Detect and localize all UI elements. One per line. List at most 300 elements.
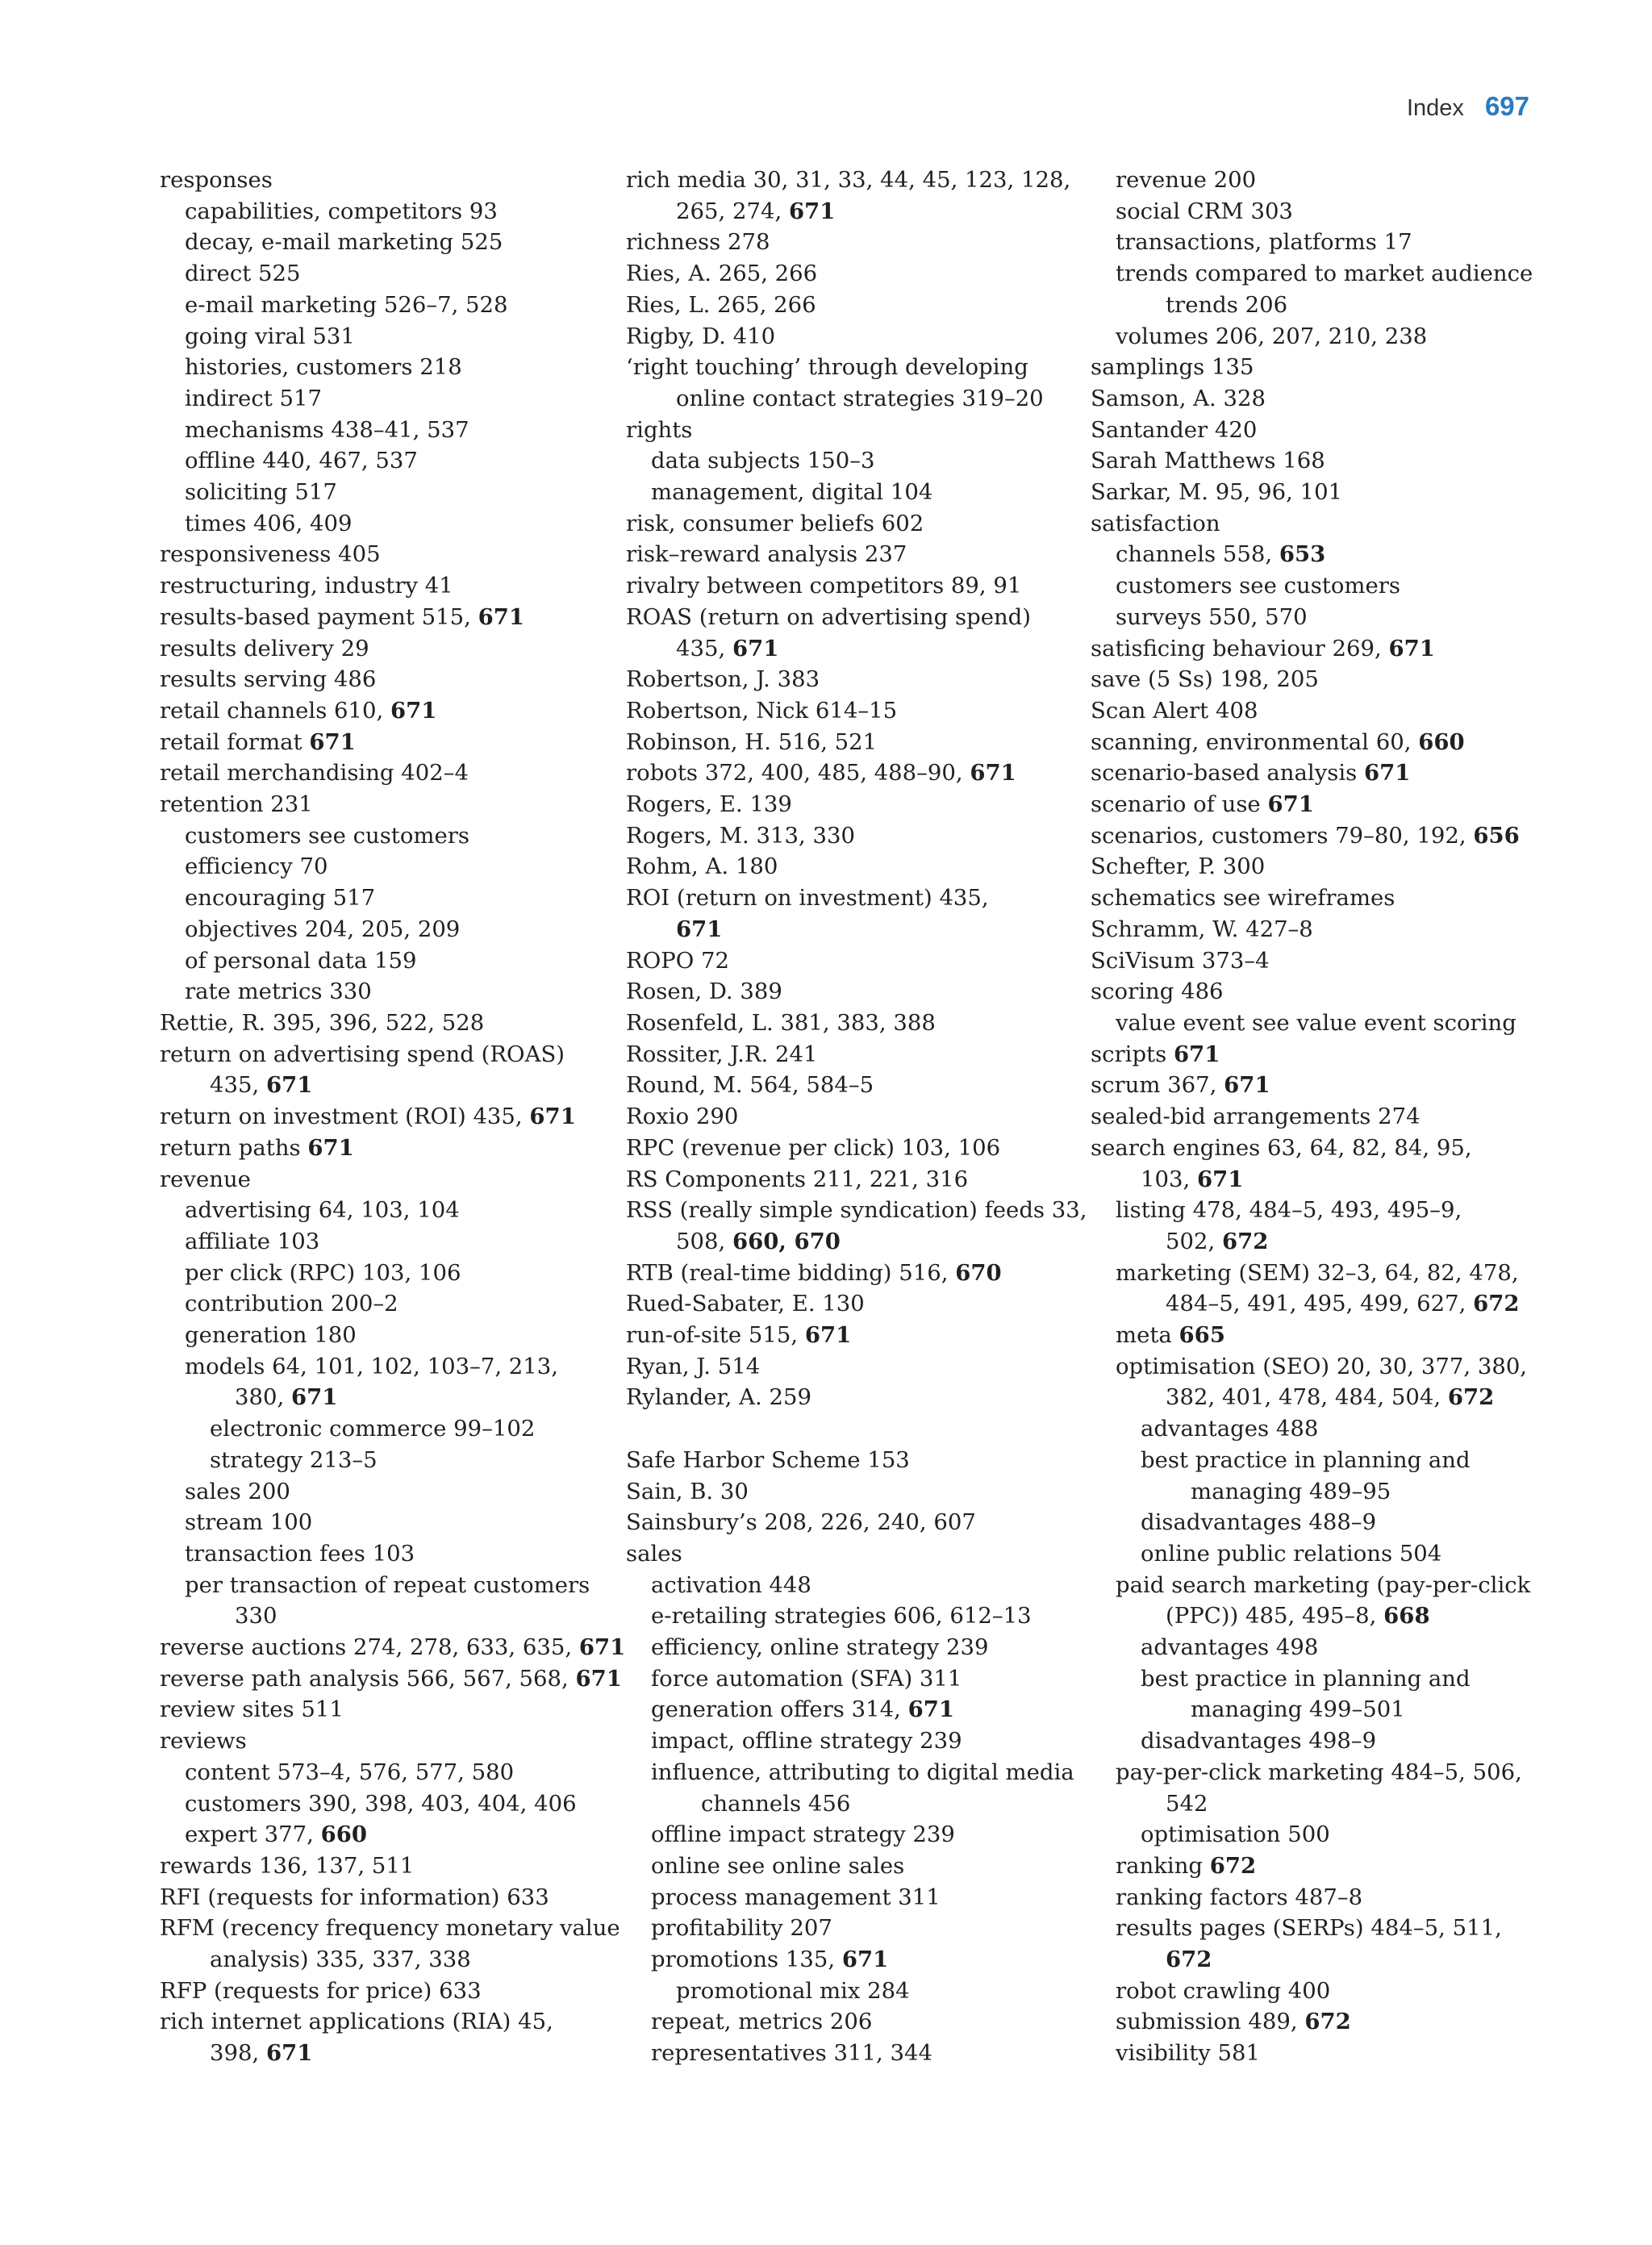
entry-text: scripts: [1091, 1041, 1174, 1067]
index-entry: [626, 1351, 1078, 1383]
entry-text: surveys 550, 570: [1116, 603, 1308, 630]
entry-text: risk–reward analysis 237: [626, 541, 907, 568]
index-entry: [1091, 1351, 1550, 1383]
index-entry: [1091, 945, 1550, 977]
index-entry: [626, 1944, 1078, 1976]
index-entry: [160, 508, 611, 540]
entry-text: satisfaction: [1091, 510, 1220, 536]
entry-text: results delivery 29: [160, 635, 369, 661]
entry-text: rivalry between competitors 89, 91: [626, 573, 1022, 599]
entry-text: Rogers, E. 139: [626, 791, 792, 818]
index-entry: [626, 570, 1078, 602]
index-entry: [160, 1788, 611, 1820]
page-ref-primary: 672: [1447, 1384, 1495, 1411]
entry-text: scoring 486: [1091, 979, 1224, 1005]
entry-text: search engines 63, 64, 82, 84, 95,: [1091, 1134, 1472, 1161]
entry-text: reverse auctions 274, 278, 633, 635,: [160, 1634, 579, 1661]
entry-text: social CRM 303: [1116, 198, 1293, 224]
index-entry: [160, 415, 611, 446]
index-entry: [1091, 1445, 1550, 1476]
entry-text: e-retailing strategies 606, 612–13: [651, 1603, 1032, 1630]
index-entry: [626, 1725, 1078, 1757]
index-entry: [1091, 1819, 1550, 1851]
index-entry: [1091, 196, 1550, 227]
index-entry: [626, 508, 1078, 540]
page-header: [1407, 91, 1529, 131]
index-entry: [626, 165, 1078, 196]
index-entry-continuation: [160, 1070, 611, 1101]
index-entry: [160, 321, 611, 353]
index-entry: [1091, 789, 1550, 820]
entry-text: 380,: [235, 1384, 291, 1411]
entry-text: retail channels 610,: [160, 697, 391, 724]
index-entry: [626, 477, 1078, 508]
index-entry: [626, 1288, 1078, 1320]
index-entry: [626, 1476, 1078, 1508]
index-entry: [1091, 477, 1550, 508]
entry-text: offline impact strategy 239: [651, 1821, 955, 1848]
index-entry: [160, 352, 611, 383]
entry-text: revenue 200: [1116, 167, 1257, 193]
entry-text: rich internet applications (RIA) 45,: [160, 2009, 553, 2035]
entry-text: Safe Harbor Scheme 153: [626, 1446, 910, 1473]
entry-text: best practice in planning and: [1141, 1665, 1471, 1692]
index-entry: [626, 1913, 1078, 1944]
entry-text: Sainsbury’s 208, 226, 240, 607: [626, 1509, 976, 1536]
index-entry: [160, 1663, 622, 1695]
entry-text: direct 525: [185, 261, 301, 287]
index-entry: [1091, 914, 1550, 945]
entry-text: Robertson, J. 383: [626, 666, 820, 693]
index-entry: [160, 1101, 611, 1133]
section-gap: [626, 1413, 1078, 1445]
page-ref-primary: 671: [1224, 1072, 1270, 1099]
entry-text: 382, 401, 478, 484, 504,: [1166, 1384, 1448, 1411]
index-entry: [1091, 1070, 1550, 1101]
index-entry: [1091, 695, 1550, 727]
entry-text: objectives 204, 205, 209: [185, 916, 461, 942]
index-entry: [160, 290, 611, 321]
index-entry: [1091, 415, 1550, 446]
index-entry-continuation: [160, 1944, 611, 1976]
index-entry: [626, 1976, 1078, 2007]
entry-text: Santander 420: [1091, 416, 1258, 443]
page-ref-primary: 672: [1221, 1228, 1269, 1254]
index-entry: [1091, 1258, 1550, 1289]
index-entry-continuation: [626, 914, 1078, 945]
entry-text: rewards 136, 137, 511: [160, 1852, 415, 1879]
index-entry: [160, 1632, 626, 1663]
index-entry: [626, 664, 1078, 695]
entry-text: profitability 207: [651, 1915, 832, 1942]
entry-text: save (5 Ss) 198, 205: [1091, 666, 1319, 693]
entry-text: content 573–4, 576, 577, 580: [185, 1759, 515, 1785]
index-entry: [1091, 1663, 1550, 1695]
entry-text: sales: [626, 1540, 682, 1567]
entry-text: RFI (requests for information) 633: [160, 1884, 549, 1910]
entry-text: Sain, B. 30: [626, 1478, 749, 1504]
entry-text: advantages 498: [1141, 1634, 1319, 1661]
entry-text: run-of-site 515,: [626, 1322, 805, 1349]
index-entry: [626, 2006, 1078, 2038]
entry-text: sales 200: [185, 1478, 290, 1504]
page-ref-primary: 671: [578, 1634, 626, 1661]
entry-text: of personal data 159: [185, 947, 417, 974]
entry-text: results serving 486: [160, 666, 377, 693]
page-ref-primary: 671: [529, 1104, 576, 1130]
index-entry: [626, 1320, 1078, 1351]
index-entry: [1091, 1039, 1550, 1070]
index-entry: [1091, 1632, 1550, 1663]
entry-text: Samson, A. 328: [1091, 385, 1266, 411]
entry-text: mechanisms 438–41, 537: [185, 416, 469, 443]
entry-text: Rosenfeld, L. 381, 383, 388: [626, 1009, 936, 1036]
entry-text: indirect 517: [185, 385, 323, 411]
index-entry: [160, 258, 611, 290]
entry-text: capabilities, competitors 93: [185, 198, 498, 224]
index-entry: [1091, 1851, 1550, 1882]
entry-text: (PPC)) 485, 495–8,: [1166, 1603, 1384, 1630]
page-ref-primary: 660: [320, 1821, 367, 1848]
entry-text: RS Components 211, 221, 316: [626, 1166, 969, 1192]
entry-text: Rettie, R. 395, 396, 522, 528: [160, 1009, 485, 1036]
entry-text: Ries, L. 265, 266: [626, 291, 816, 318]
index-entry: [1091, 2006, 1550, 2038]
index-entry-continuation: [626, 383, 1078, 415]
entry-text: 435,: [210, 1072, 266, 1099]
entry-text: Rosen, D. 389: [626, 979, 782, 1005]
entry-text: samplings 135: [1091, 354, 1254, 381]
index-entry: [160, 1164, 611, 1196]
entry-text: ‘right touching’ through developing: [626, 354, 1028, 381]
index-entry: [160, 1351, 611, 1383]
index-entry: [626, 1600, 1078, 1632]
index-entry-continuation: [626, 1226, 1078, 1258]
entry-text: generation offers 314,: [651, 1696, 908, 1723]
page-ref-primary: 668: [1383, 1603, 1430, 1630]
entry-text: scenario of use: [1091, 791, 1268, 818]
entry-text: stream 100: [185, 1509, 313, 1536]
index-entry: [626, 1195, 1087, 1226]
index-entry: [160, 633, 611, 665]
entry-text: responses: [160, 167, 273, 193]
entry-text: scrum 367,: [1091, 1072, 1224, 1099]
index-entry: [626, 2038, 1078, 2069]
entry-text: satisficing behaviour 269,: [1091, 635, 1389, 661]
index-entry: [160, 820, 611, 852]
index-entry: [626, 1694, 1078, 1725]
index-entry-continuation: [1091, 1694, 1550, 1725]
entry-text: rights: [626, 416, 693, 443]
index-entry: [1091, 258, 1550, 290]
entry-text: histories, customers 218: [185, 354, 462, 381]
index-entry: [160, 165, 611, 196]
entry-text: Schefter, P. 300: [1091, 853, 1266, 880]
index-entry: [160, 1694, 611, 1725]
page-ref-primary: 670: [955, 1259, 1002, 1286]
index-entry: [626, 1008, 1078, 1039]
entry-text: 484–5, 491, 495, 499, 627,: [1166, 1291, 1474, 1317]
entry-text: affiliate 103: [185, 1228, 320, 1254]
entry-text: ranking: [1116, 1852, 1210, 1879]
entry-text: RTB (real-time bidding) 516,: [626, 1259, 956, 1286]
entry-text: RFP (requests for price) 633: [160, 1977, 482, 2004]
entry-text: restructuring, industry 41: [160, 573, 453, 599]
entry-text: retail format: [160, 728, 310, 755]
index-entry: [160, 1757, 611, 1788]
entry-text: volumes 206, 207, 210, 238: [1116, 323, 1428, 349]
entry-text: visibility 581: [1116, 2040, 1261, 2067]
index-entry: [1091, 602, 1550, 633]
page-ref-primary: 672: [1166, 1947, 1212, 1973]
entry-text: robot crawling 400: [1116, 1977, 1331, 2004]
index-column-3: [1091, 165, 1550, 2069]
page-ref-primary: 656: [1473, 822, 1520, 849]
page-ref-primary: 671: [290, 1384, 338, 1411]
entry-text: management, digital 104: [651, 479, 933, 506]
page-ref-primary: 660, 670: [732, 1228, 841, 1254]
index-entry-continuation: [1091, 1288, 1550, 1320]
index-entry-continuation: [1091, 1788, 1550, 1820]
index-entry: [160, 851, 611, 883]
entry-text: scanning, environmental 60,: [1091, 728, 1419, 755]
entry-text: 542: [1166, 1790, 1208, 1817]
entry-text: data subjects 150–3: [651, 448, 875, 474]
entry-text: encouraging 517: [185, 885, 376, 912]
index-entry: [626, 539, 1078, 570]
entry-text: sealed-bid arrangements 274: [1091, 1104, 1420, 1130]
index-entry: [1091, 883, 1550, 914]
index-entry: [1091, 1725, 1550, 1757]
index-entry: [626, 820, 1078, 852]
index-entry: [626, 258, 1078, 290]
page-ref-primary: 665: [1179, 1322, 1225, 1349]
entry-text: rate metrics 330: [185, 979, 372, 1005]
entry-text: marketing (SEM) 32–3, 64, 82, 478,: [1116, 1259, 1519, 1286]
page-ref-primary: 653: [1279, 541, 1326, 568]
entry-text: return on investment (ROI) 435,: [160, 1104, 530, 1130]
index-entry: [160, 1133, 611, 1164]
index-entry: [160, 1008, 611, 1039]
index-entry: [1091, 1101, 1550, 1133]
entry-text: SciVisum 373–4: [1091, 947, 1270, 974]
entry-text: generation 180: [185, 1322, 357, 1349]
index-entry: [160, 1507, 611, 1538]
entry-text: Round, M. 564, 584–5: [626, 1072, 874, 1099]
entry-text: scenarios, customers 79–80, 192,: [1091, 822, 1474, 849]
entry-text: 502,: [1166, 1228, 1222, 1254]
entry-text: offline 440, 467, 537: [185, 448, 418, 474]
entry-text: contribution 200–2: [185, 1291, 398, 1317]
entry-text: online public relations 504: [1141, 1540, 1442, 1567]
entry-text: robots 372, 400, 485, 488–90,: [626, 760, 970, 787]
page-ref-primary: 671: [307, 1134, 354, 1161]
index-entry: [160, 1320, 611, 1351]
entry-text: transactions, platforms 17: [1116, 229, 1412, 256]
index-entry: [1091, 1913, 1550, 1944]
index-entry: [626, 789, 1078, 820]
index-entry-continuation: [160, 1600, 611, 1632]
page-ref-primary: 671: [1388, 635, 1435, 661]
entry-text: ranking factors 487–8: [1116, 1884, 1363, 1910]
index-entry: [626, 1757, 1078, 1788]
index-entry: [1091, 633, 1550, 665]
entry-text: trends 206: [1166, 291, 1288, 318]
index-entry: [160, 570, 611, 602]
index-entry: [160, 1476, 611, 1508]
entry-text: analysis) 335, 337, 338: [210, 1947, 471, 1973]
index-entry: [160, 883, 611, 914]
index-entry: [160, 664, 611, 695]
index-entry: [626, 1570, 1078, 1601]
entry-text: representatives 311, 344: [651, 2040, 932, 2067]
page-ref-primary: 660: [1418, 728, 1465, 755]
entry-text: optimisation 500: [1141, 1821, 1330, 1848]
entry-text: per transaction of repeat customers: [185, 1571, 590, 1598]
index-entry: [160, 1258, 611, 1289]
index-entry: [1091, 445, 1550, 477]
index-entry: [1091, 383, 1550, 415]
entry-text: risk, consumer beliefs 602: [626, 510, 924, 536]
index-entry: [1091, 1413, 1550, 1445]
entry-text: impact, offline strategy 239: [651, 1728, 962, 1755]
index-entry: [160, 227, 611, 258]
index-entry: [160, 789, 611, 820]
entry-text: Sarah Matthews 168: [1091, 448, 1325, 474]
entry-text: Sarkar, M. 95, 96, 101: [1091, 479, 1343, 506]
index-entry: [1091, 1133, 1550, 1164]
entry-text: expert 377,: [185, 1821, 321, 1848]
index-column-2: [626, 165, 1087, 2069]
page-ref-primary: 671: [1267, 791, 1314, 818]
entry-text: RPC (revenue per click) 103, 106: [626, 1134, 1001, 1161]
index-entry: [160, 914, 611, 945]
entry-text: richness 278: [626, 229, 770, 256]
index-entry: [1091, 508, 1550, 540]
page-ref-primary: 671: [390, 697, 437, 724]
entry-text: influence, attributing to digital media: [651, 1759, 1074, 1785]
entry-text: advantages 488: [1141, 1416, 1319, 1442]
index-entry: [626, 1882, 1078, 1913]
entry-text: customers 390, 398, 403, 404, 406: [185, 1790, 577, 1817]
index-entry: [626, 976, 1078, 1008]
index-entry: [160, 695, 611, 727]
entry-text: efficiency 70: [185, 853, 328, 880]
entry-text: Ryan, J. 514: [626, 1353, 761, 1379]
entry-text: retention 231: [160, 791, 313, 818]
entry-text: responsiveness 405: [160, 541, 381, 568]
index-entry: [1091, 976, 1550, 1008]
entry-text: revenue: [160, 1166, 251, 1192]
index-entry: [160, 196, 611, 227]
index-entry: [626, 1039, 1078, 1070]
entry-text: meta: [1116, 1322, 1179, 1349]
index-entry: [160, 1819, 611, 1851]
entry-text: channels 456: [701, 1790, 851, 1817]
index-entry: [1091, 757, 1550, 789]
entry-text: 103,: [1141, 1166, 1197, 1192]
entry-text: return on advertising spend (ROAS): [160, 1041, 565, 1067]
index-entry: [626, 602, 1078, 633]
index-entry: [626, 727, 1078, 758]
entry-text: pay-per-click marketing 484–5, 506,: [1116, 1759, 1522, 1785]
entry-text: disadvantages 498–9: [1141, 1728, 1377, 1755]
index-entry-continuation: [626, 196, 1078, 227]
index-entry-continuation: [1091, 1382, 1550, 1413]
index-entry: [1091, 1976, 1550, 2007]
entry-text: Schramm, W. 427–8: [1091, 916, 1313, 942]
entry-text: process management 311: [651, 1884, 941, 1910]
index-entry: [626, 1101, 1078, 1133]
entry-text: transaction fees 103: [185, 1540, 415, 1567]
index-entry: [1091, 1882, 1550, 1913]
index-entry: [1091, 1757, 1550, 1788]
entry-text: times 406, 409: [185, 510, 353, 536]
entry-text: promotions 135,: [651, 1947, 842, 1973]
entry-text: repeat, metrics 206: [651, 2009, 873, 2035]
page-ref-primary: 671: [676, 916, 723, 942]
entry-text: optimisation (SEO) 20, 30, 377, 380,: [1116, 1353, 1528, 1379]
entry-text: efficiency, online strategy 239: [651, 1634, 989, 1661]
index-entry: [160, 1195, 611, 1226]
index-entry: [160, 1288, 611, 1320]
entry-text: online see online sales: [651, 1852, 905, 1879]
entry-text: trends compared to market audience: [1116, 261, 1533, 287]
index-entry-continuation: [1091, 1600, 1550, 1632]
entry-text: Scan Alert 408: [1091, 697, 1258, 724]
index-entry: [160, 1445, 611, 1476]
index-entry: [160, 477, 611, 508]
entry-text: paid search marketing (pay-per-click: [1116, 1571, 1531, 1598]
entry-text: soliciting 517: [185, 479, 337, 506]
entry-text: strategy 213–5: [210, 1446, 378, 1473]
entry-text: reverse path analysis 566, 567, 568,: [160, 1665, 576, 1692]
entry-text: going viral 531: [185, 323, 355, 349]
index-entry: [1091, 820, 1550, 852]
entry-text: Rogers, M. 313, 330: [626, 822, 855, 849]
index-entry: [160, 445, 611, 477]
index-entry: [160, 727, 611, 758]
index-entry-continuation: [160, 1382, 611, 1413]
page-ref-primary: 671: [1364, 760, 1411, 787]
index-entry: [1091, 851, 1550, 883]
entry-text: retail merchandising 402–4: [160, 760, 469, 787]
index-entry: [160, 1725, 611, 1757]
entry-text: electronic commerce 99–102: [210, 1416, 536, 1442]
index-entry: [160, 1570, 611, 1601]
entry-text: listing 478, 484–5, 493, 495–9,: [1116, 1197, 1462, 1224]
index-entry-continuation: [1091, 1476, 1550, 1508]
entry-text: results pages (SERPs) 484–5, 511,: [1116, 1915, 1502, 1942]
index-entry: [1091, 1507, 1550, 1538]
index-entry: [1091, 539, 1550, 570]
index-entry: [626, 1445, 1078, 1476]
index-entry: [1091, 227, 1550, 258]
entry-text: RFM (recency frequency monetary value: [160, 1915, 620, 1942]
index-entry: [160, 1226, 611, 1258]
index-entry: [1091, 1570, 1550, 1601]
entry-text: value event see value event scoring: [1116, 1009, 1516, 1036]
entry-text: schematics see wireframes: [1091, 885, 1395, 912]
index-entry: [626, 1538, 1078, 1570]
page-ref-primary: 671: [265, 2040, 313, 2067]
entry-text: online contact strategies 319–20: [676, 385, 1044, 411]
entry-text: best practice in planning and: [1141, 1446, 1471, 1473]
page-ref-primary: 671: [1173, 1041, 1220, 1067]
entry-text: disadvantages 488–9: [1141, 1509, 1377, 1536]
index-entry: [160, 2006, 611, 2038]
entry-text: 265, 274,: [676, 198, 789, 224]
